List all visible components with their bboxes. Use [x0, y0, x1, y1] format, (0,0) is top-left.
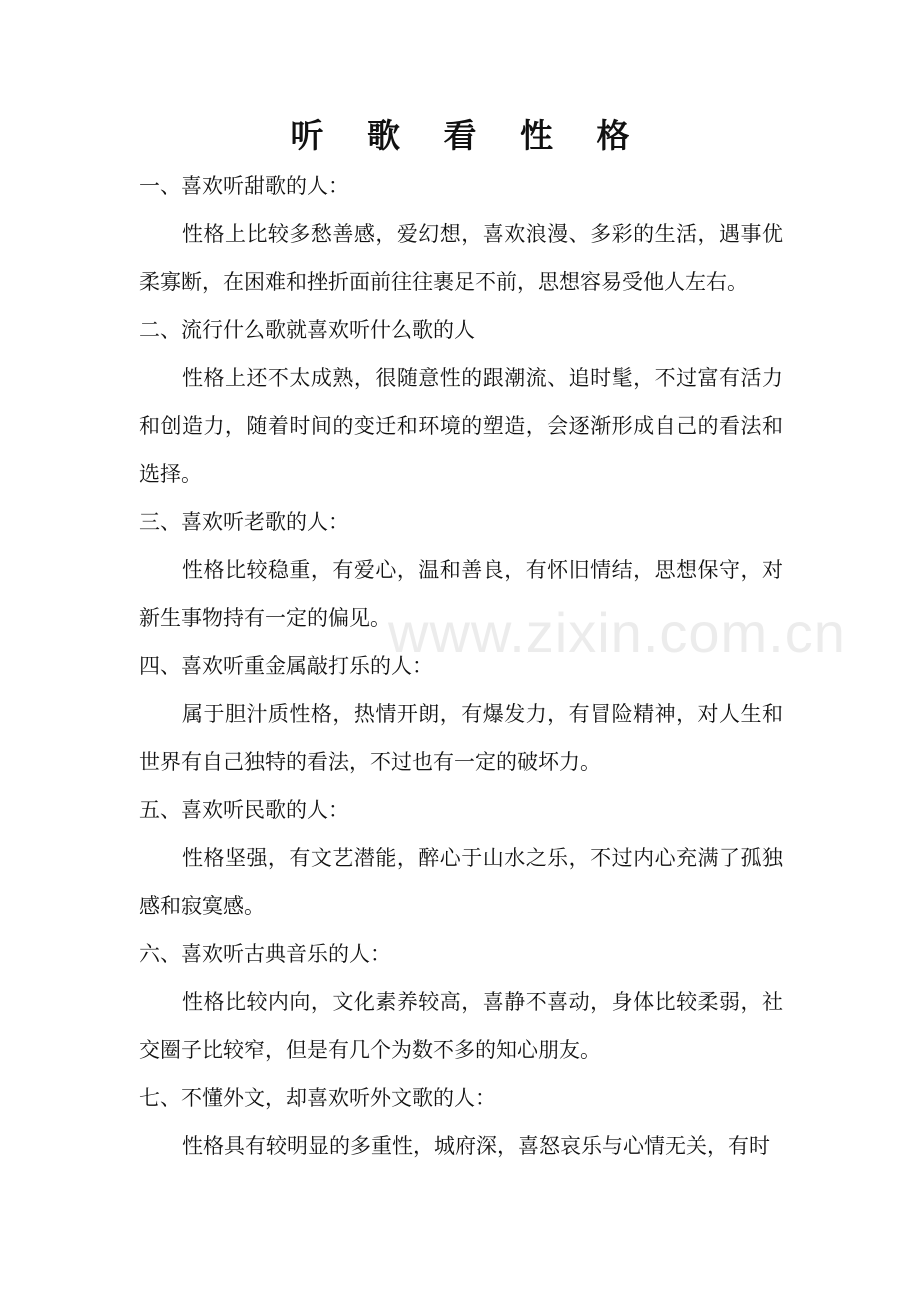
section-paragraph: 性格具有较明显的多重性，城府深，喜怒哀乐与心情无关，有时 [182, 1134, 770, 1158]
section-paragraph: 性格比较稳重，有爱心，温和善良，有怀旧情结，思想保守，对新生事物持有一定的偏见。 [139, 558, 783, 630]
section-heading: 四、喜欢听重金属敲打乐的人： [139, 654, 433, 678]
section-heading: 二、流行什么歌就喜欢听什么歌的人 [139, 318, 475, 342]
section-paragraph: 属于胆汁质性格，热情开朗，有爆发力，有冒险精神，对人生和世界有自己独特的看法，不过也有一定的破坏力。 [139, 702, 783, 774]
document-body [139, 162, 783, 1170]
section-paragraph: 性格上比较多愁善感，爱幻想，喜欢浪漫、多彩的生活，遇事优柔寡断，在困难和挫折面前往往裹足不前，思想容易受他人左右。 [139, 222, 783, 294]
section-popular-songs [139, 306, 783, 498]
section-heading: 三、喜欢听老歌的人： [139, 510, 349, 534]
section-heavy-metal [139, 642, 783, 786]
section-classical-music [139, 930, 783, 1074]
section-paragraph: 性格坚强，有文艺潜能，醉心于山水之乐，不过内心充满了孤独感和寂寞感。 [139, 846, 783, 918]
section-folk-songs [139, 786, 783, 930]
watermark-text: www.zixin.com.cn [388, 601, 846, 664]
section-old-songs [139, 498, 783, 642]
section-heading: 六、喜欢听古典音乐的人： [139, 942, 391, 966]
document-title: 听 歌 看 性 格 [290, 116, 646, 155]
section-sweet-songs [139, 162, 783, 306]
section-heading: 一、喜欢听甜歌的人： [139, 174, 349, 198]
section-heading: 七、不懂外文，却喜欢听外文歌的人： [139, 1086, 496, 1110]
section-heading: 五、喜欢听民歌的人： [139, 798, 349, 822]
section-paragraph: 性格比较内向，文化素养较高，喜静不喜动，身体比较柔弱，社交圈子比较窄，但是有几个为数不多的知心朋友。 [139, 990, 783, 1062]
section-foreign-songs [139, 1074, 783, 1170]
section-paragraph: 性格上还不太成熟，很随意性的跟潮流、追时髦，不过富有活力和创造力，随着时间的变迁和环境的塑造，会逐渐形成自己的看法和选择。 [139, 366, 783, 486]
